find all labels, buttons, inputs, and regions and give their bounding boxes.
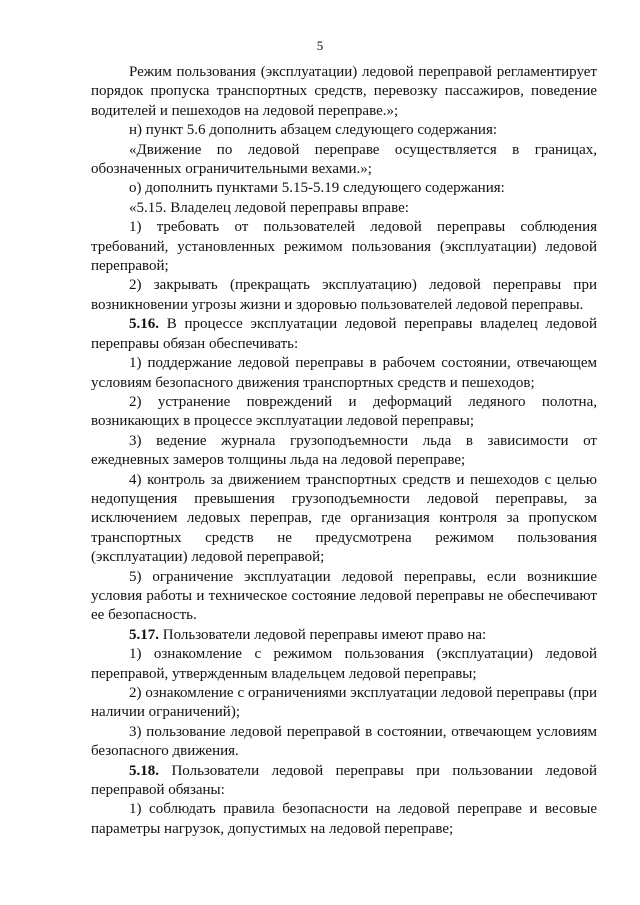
section-number: 5.16. <box>129 316 159 333</box>
paragraph-text: 3) ведение журнала грузоподъемности льда в зависимости от ежедневных замеров толщины льда на ледовой переправе; <box>91 432 597 469</box>
paragraph-text: н) пункт 5.6 дополнить абзацем следующего содержания: <box>129 122 498 139</box>
paragraph <box>91 63 597 121</box>
paragraph-text: «5.15. Владелец ледовой переправы вправе: <box>129 199 409 216</box>
paragraph <box>91 218 597 276</box>
paragraph <box>91 684 597 723</box>
paragraph-text: 3) пользование ледовой переправой в состоянии, отвечающем условиям безопасного движения. <box>91 723 597 760</box>
paragraph-text: 1) ознакомление с режимом пользования (эксплуатации) ледовой переправой, утвержденным владельцем ледовой переправы; <box>91 646 597 682</box>
paragraph-text: 4) контроль за движением транспортных средств и пешеходов с целью недопущения превышения грузоподъемности ледовой переправы, за исключением ледовых переправ, где организация контроля за пропуском транспортных средств не предусмотрена режимом пользования (эксплуатации) ледовой переправой; <box>91 471 597 566</box>
paragraph-text: 1) поддержание ледовой переправы в рабочем состоянии, отвечающем условиям безопасного движения транспортных средств и пешеходов; <box>91 355 597 391</box>
paragraph <box>91 568 597 626</box>
paragraph <box>91 723 597 762</box>
document-body <box>91 63 597 839</box>
paragraph-text: Пользователи ледовой переправы имеют право на: <box>159 626 487 643</box>
paragraph <box>91 199 597 218</box>
paragraph-text: Пользователи ледовой переправы при пользовании ледовой переправой обязаны: <box>91 762 597 799</box>
paragraph-text: Режим пользования (эксплуатации) ледовой переправой регламентирует порядок пропуска транспортных средств, перевозку пассажиров, поведение водителей и пешеходов на ледовой переправе.»; <box>91 64 597 119</box>
paragraph <box>91 121 597 140</box>
paragraph <box>91 276 597 315</box>
paragraph <box>91 800 597 839</box>
section-paragraph <box>91 762 597 801</box>
paragraph-text: 1) соблюдать правила безопасности на ледовой переправе и весовые параметры нагрузок, допустимых на ледовой переправе; <box>91 801 597 837</box>
paragraph <box>91 645 597 684</box>
section-paragraph <box>91 315 597 354</box>
paragraph <box>91 471 597 568</box>
paragraph <box>91 354 597 393</box>
paragraph-text: В процессе эксплуатации ледовой переправы владелец ледовой переправы обязан обеспечивать: <box>91 316 597 352</box>
paragraph-text: о) дополнить пунктами 5.15-5.19 следующего содержания: <box>129 180 505 197</box>
section-paragraph <box>91 626 597 645</box>
section-number: 5.18. <box>129 762 159 779</box>
section-number: 5.17. <box>129 626 159 643</box>
paragraph-text: 1) требовать от пользователей ледовой переправы соблюдения требований, установленных режимом пользования (эксплуатации) ледовой переправой; <box>91 219 597 275</box>
paragraph-text: 2) ознакомление с ограничениями эксплуатации ледовой переправы (при наличии ограничений); <box>91 685 597 721</box>
paragraph <box>91 179 597 198</box>
paragraph <box>91 393 597 432</box>
page-number: 5 <box>316 38 324 53</box>
paragraph-text: «Движение по ледовой переправе осуществляется в границах, обозначенных ограничительными вехами.»; <box>91 141 597 178</box>
paragraph-text: 2) закрывать (прекращать эксплуатацию) ледовой переправы при возникновении угрозы жизни и здоровью пользователей ледовой переправы. <box>91 277 597 313</box>
paragraph <box>91 141 597 180</box>
paragraph-text: 2) устранение повреждений и деформаций ледяного полотна, возникающих в процессе эксплуатации ледовой переправы; <box>91 393 597 430</box>
paragraph-text: 5) ограничение эксплуатации ледовой переправы, если возникшие условия работы и техническое состояние ледовой переправы не обеспечивают ее безопасность. <box>91 568 597 624</box>
paragraph <box>91 432 597 471</box>
